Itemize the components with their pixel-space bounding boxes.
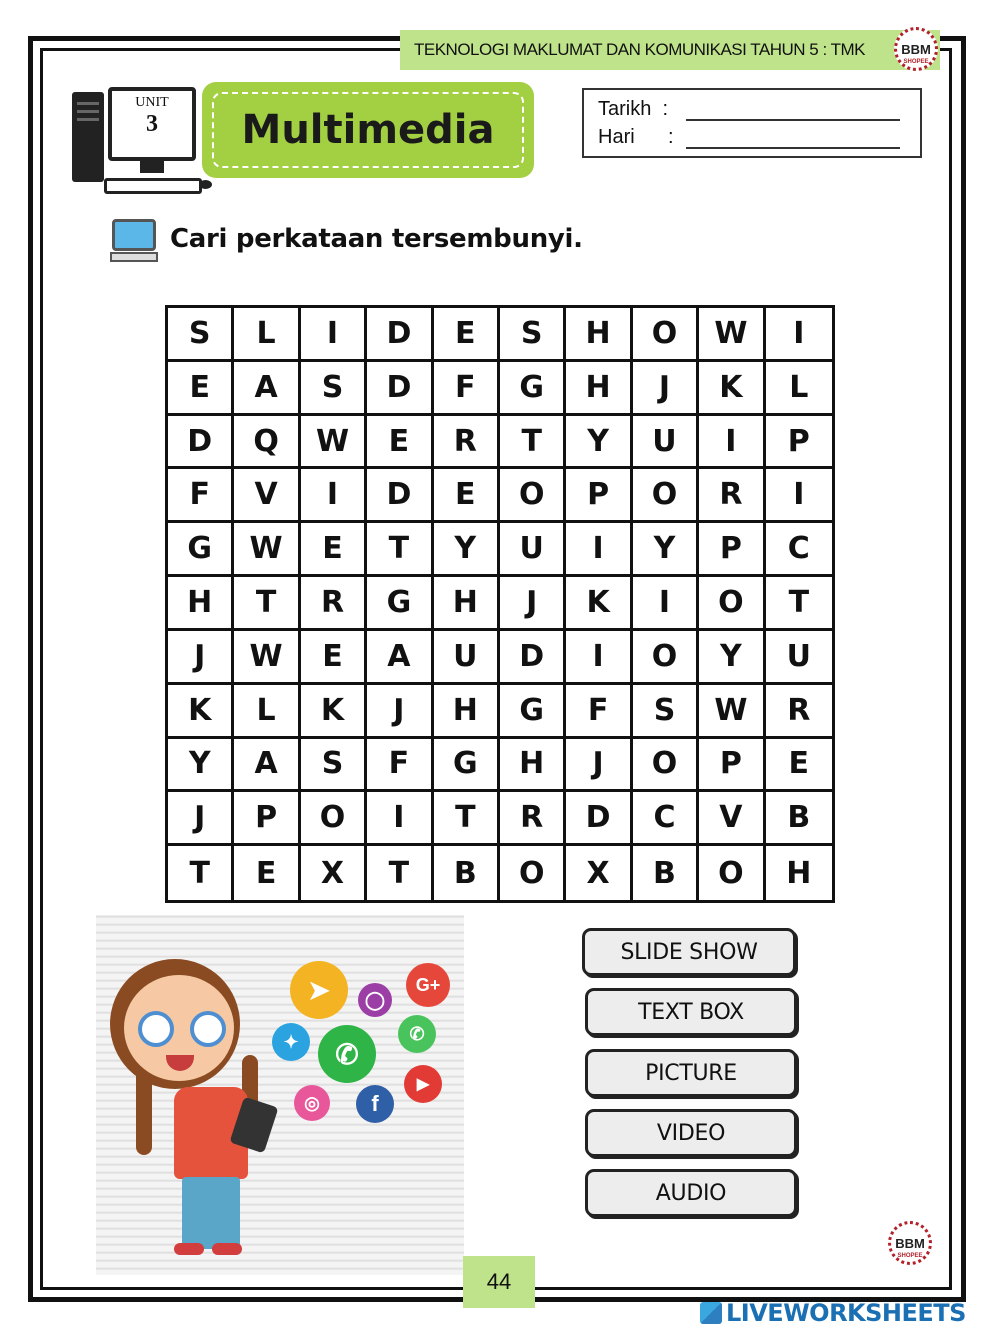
grid-cell[interactable]: T xyxy=(766,577,832,631)
grid-cell[interactable]: F xyxy=(367,739,433,793)
grid-cell[interactable]: H xyxy=(168,577,234,631)
grid-cell[interactable]: B xyxy=(766,792,832,846)
grid-cell[interactable]: D xyxy=(367,362,433,416)
grid-cell[interactable]: V xyxy=(699,792,765,846)
grid-cell[interactable]: B xyxy=(633,846,699,900)
grid-cell[interactable]: U xyxy=(434,631,500,685)
grid-cell[interactable]: H xyxy=(566,362,632,416)
liveworksheets-brand[interactable]: LIVEWORKSHEETS xyxy=(700,1298,966,1328)
grid-cell[interactable]: J xyxy=(367,685,433,739)
grid-cell[interactable]: I xyxy=(766,308,832,362)
grid-cell[interactable]: E xyxy=(301,523,367,577)
google-plus-icon: G+ xyxy=(406,963,450,1007)
grid-cell[interactable]: L xyxy=(234,685,300,739)
bbm-logo: BBM SHOPEE xyxy=(894,27,938,71)
grid-cell[interactable]: U xyxy=(500,523,566,577)
grid-cell[interactable]: C xyxy=(633,792,699,846)
grid-cell[interactable]: E xyxy=(234,846,300,900)
grid-cell[interactable]: I xyxy=(301,308,367,362)
grid-cell[interactable]: F xyxy=(168,469,234,523)
instagram-icon: ◯ xyxy=(358,983,392,1017)
grid-cell[interactable]: S xyxy=(500,308,566,362)
unit-number: 3 xyxy=(146,111,158,137)
grid-cell[interactable]: D xyxy=(500,631,566,685)
grid-cell[interactable]: H xyxy=(786,855,812,891)
grid-cell[interactable]: S xyxy=(301,362,367,416)
grid-cell[interactable]: P xyxy=(766,416,832,470)
grid-cell[interactable]: J xyxy=(500,577,566,631)
grid-cell[interactable]: R xyxy=(434,416,500,470)
grid-cell[interactable]: H xyxy=(566,308,632,362)
grid-cell[interactable]: V xyxy=(234,469,300,523)
grid-cell[interactable]: O xyxy=(633,308,699,362)
grid-cell[interactable]: R xyxy=(699,469,765,523)
grid-cell[interactable]: Y xyxy=(168,739,234,793)
grid-cell[interactable]: T xyxy=(500,416,566,470)
instruction-text: Cari perkataan tersembunyi. xyxy=(170,224,583,254)
grid-cell[interactable]: R xyxy=(500,792,566,846)
day-field[interactable] xyxy=(686,129,900,149)
grid-cell[interactable]: A xyxy=(234,739,300,793)
grid-cell[interactable]: I xyxy=(566,631,632,685)
grid-cell[interactable]: T xyxy=(234,577,300,631)
day-row xyxy=(598,126,900,149)
date-label: Tarikh : xyxy=(598,98,669,120)
grid-cell[interactable]: E xyxy=(301,631,367,685)
bbm-logo-bottom: BBM SHOPEE xyxy=(888,1221,932,1265)
grid-cell[interactable]: E xyxy=(766,739,832,793)
grid-cell[interactable]: O xyxy=(500,469,566,523)
grid-cell[interactable]: O xyxy=(633,469,699,523)
grid-cell[interactable]: Y xyxy=(566,416,632,470)
grid-cell[interactable]: O xyxy=(699,577,765,631)
phone-icon: ✆ xyxy=(318,1025,376,1083)
grid-cell[interactable]: D xyxy=(367,308,433,362)
grid-cell[interactable]: F xyxy=(566,685,632,739)
grid-cell[interactable]: G xyxy=(434,739,500,793)
grid-cell[interactable]: H xyxy=(434,685,500,739)
grid-cell[interactable]: O xyxy=(633,631,699,685)
grid-cell[interactable]: D xyxy=(367,469,433,523)
facebook-icon: f xyxy=(356,1085,394,1123)
grid-cell[interactable]: Y xyxy=(699,631,765,685)
grid-cell[interactable]: D xyxy=(566,792,632,846)
grid-cell[interactable]: T xyxy=(434,792,500,846)
grid-cell[interactable]: W xyxy=(301,416,367,470)
grid-cell[interactable]: O xyxy=(500,846,566,900)
word-video: VIDEO xyxy=(585,1109,797,1157)
grid-cell[interactable]: Y xyxy=(434,523,500,577)
grid-cell[interactable]: L xyxy=(234,308,300,362)
page-title: Multimedia xyxy=(212,92,524,168)
grid-cell[interactable]: J xyxy=(633,362,699,416)
grid-cell[interactable]: S xyxy=(301,739,367,793)
grid-cell[interactable]: Y xyxy=(633,523,699,577)
grid-cell[interactable]: G xyxy=(367,577,433,631)
grid-cell[interactable]: A xyxy=(234,362,300,416)
word-search-grid xyxy=(165,305,835,903)
computer-icon xyxy=(110,219,158,263)
grid-cell[interactable]: A xyxy=(367,631,433,685)
grid-cell[interactable]: C xyxy=(766,523,832,577)
word-slide-show: SLIDE SHOW xyxy=(582,928,796,976)
grid-cell[interactable]: K xyxy=(566,577,632,631)
grid-cell[interactable]: X xyxy=(301,846,367,900)
grid-cell[interactable]: U xyxy=(633,416,699,470)
grid-cell[interactable]: G xyxy=(500,362,566,416)
grid-cell[interactable]: J xyxy=(566,739,632,793)
grid-cell[interactable]: E xyxy=(367,416,433,470)
telegram-icon: ➤ xyxy=(290,961,348,1019)
grid-cell[interactable]: U xyxy=(766,631,832,685)
grid-cell[interactable]: L xyxy=(766,362,832,416)
grid-cell[interactable]: B xyxy=(434,846,500,900)
grid-cell[interactable]: I xyxy=(699,416,765,470)
grid-cell[interactable]: I xyxy=(766,469,832,523)
date-row xyxy=(598,98,900,121)
grid-cell[interactable]: K xyxy=(699,362,765,416)
grid-cell[interactable]: S xyxy=(168,308,234,362)
grid-cell[interactable]: I xyxy=(367,792,433,846)
grid-cell[interactable]: E xyxy=(168,362,234,416)
subject-line: TEKNOLOGI MAKLUMAT DAN KOMUNIKASI TAHUN 5 : TMK xyxy=(414,40,866,59)
grid-cell[interactable]: K xyxy=(301,685,367,739)
subject-header xyxy=(400,30,940,70)
grid-cell[interactable]: O xyxy=(699,846,765,900)
word-text-box: TEXT BOX xyxy=(585,988,797,1036)
grid-cell[interactable]: O xyxy=(633,739,699,793)
grid-cell[interactable]: T xyxy=(168,846,234,900)
twitter-icon: ✦ xyxy=(272,1023,310,1061)
grid-cell[interactable]: G xyxy=(168,523,234,577)
grid-cell[interactable]: P xyxy=(699,523,765,577)
grid-cell[interactable]: W xyxy=(234,523,300,577)
date-field[interactable] xyxy=(686,101,900,121)
youtube-icon: ▶ xyxy=(404,1065,442,1103)
page-number: 44 xyxy=(463,1256,535,1308)
grid-cell[interactable]: W xyxy=(234,631,300,685)
grid-cell[interactable]: P xyxy=(699,739,765,793)
word-audio: AUDIO xyxy=(585,1169,797,1217)
unit-label: UNIT xyxy=(135,95,169,110)
grid-cell[interactable]: I xyxy=(566,523,632,577)
grid-cell[interactable]: F xyxy=(434,362,500,416)
grid-cell[interactable]: W xyxy=(699,685,765,739)
grid-cell[interactable]: K xyxy=(168,685,234,739)
grid-cell[interactable]: H xyxy=(434,577,500,631)
grid-cell[interactable]: Q xyxy=(234,416,300,470)
word-picture: PICTURE xyxy=(585,1049,797,1097)
grid-cell[interactable]: I xyxy=(301,469,367,523)
grid-cell[interactable]: H xyxy=(500,739,566,793)
grid-cell[interactable]: S xyxy=(633,685,699,739)
grid-cell[interactable]: T xyxy=(367,523,433,577)
dribbble-icon: ◎ xyxy=(294,1085,330,1121)
date-box xyxy=(582,88,922,158)
grid-cell[interactable]: P xyxy=(566,469,632,523)
day-label: Hari : xyxy=(598,126,674,148)
grid-cell[interactable]: O xyxy=(301,792,367,846)
grid-cell[interactable]: J xyxy=(168,792,234,846)
grid-cell[interactable]: T xyxy=(367,846,433,900)
grid-cell[interactable]: E xyxy=(434,308,500,362)
grid-cell[interactable]: W xyxy=(699,308,765,362)
grid-cell[interactable]: J xyxy=(168,631,234,685)
grid-cell[interactable]: E xyxy=(434,469,500,523)
grid-cell[interactable]: R xyxy=(301,577,367,631)
liveworksheets-logo-icon xyxy=(700,1302,722,1324)
grid-cell[interactable]: P xyxy=(234,792,300,846)
grid-cell[interactable]: I xyxy=(633,577,699,631)
unit-badge xyxy=(108,87,196,161)
grid-cell[interactable]: X xyxy=(566,846,632,900)
girl-with-tablet-illustration xyxy=(96,915,464,1275)
grid-cell[interactable]: R xyxy=(766,685,832,739)
grid-cell[interactable]: D xyxy=(168,416,234,470)
grid-cell[interactable]: G xyxy=(500,685,566,739)
whatsapp-icon: ✆ xyxy=(398,1015,436,1053)
